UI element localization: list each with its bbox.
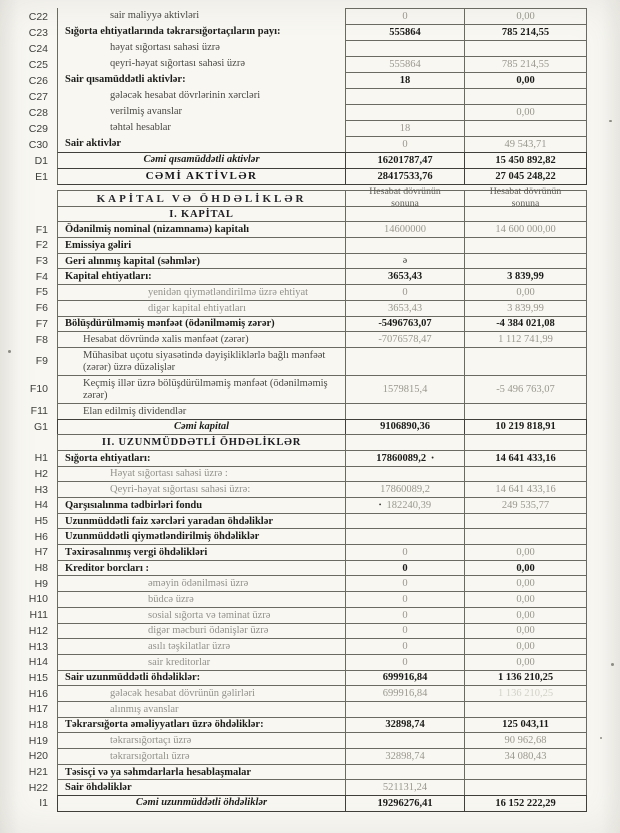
value-previous-period: 0,00 bbox=[465, 284, 587, 301]
table-row bbox=[0, 748, 620, 765]
value-current-period: 0 bbox=[345, 575, 465, 592]
table-row bbox=[0, 497, 620, 514]
row-code: H9 bbox=[34, 577, 48, 590]
row-code: C27 bbox=[28, 90, 48, 103]
value-current-period: 699916,84 bbox=[345, 670, 465, 687]
row-label: Cəmi qısamüddətli aktivlər bbox=[57, 152, 345, 169]
value-previous-period: 0,00 bbox=[465, 104, 587, 121]
value-previous-period bbox=[465, 88, 587, 105]
row-label: verilmiş avanslar bbox=[57, 104, 345, 121]
value-previous-period: 1 136 210,25 bbox=[465, 670, 587, 687]
value-previous-period bbox=[465, 237, 587, 254]
row-label: digər məcburi ödənişlər üzrə bbox=[57, 623, 345, 640]
value-previous-period: 785 214,55 bbox=[465, 24, 587, 41]
value-current-period bbox=[345, 701, 465, 718]
value-current-period: 0 bbox=[345, 136, 465, 153]
liabilities-header-title: KAPİTAL VƏ ÖHDƏLİKLƏR bbox=[57, 190, 345, 207]
table-row bbox=[0, 701, 620, 718]
value-current-period bbox=[345, 403, 465, 420]
value-previous-period bbox=[465, 466, 587, 483]
row-code bbox=[0, 206, 57, 223]
scan-speck bbox=[8, 350, 11, 353]
row-code: H12 bbox=[28, 624, 48, 637]
scan-speck bbox=[611, 663, 614, 666]
table-row bbox=[0, 221, 620, 238]
value-current-period bbox=[345, 88, 465, 105]
row-label: Təsisçi və ya səhmdarlarla hesablaşmalar bbox=[57, 764, 345, 781]
value-current-period bbox=[345, 528, 465, 545]
value-current-period: 0 bbox=[345, 560, 465, 577]
value-previous-period: 1 112 741,99 bbox=[465, 331, 587, 348]
value-previous-period bbox=[465, 347, 587, 376]
value-current-period bbox=[345, 104, 465, 121]
value-previous-period: 34 080,43 bbox=[465, 748, 587, 765]
row-label: təkrarsığortalı üzrə bbox=[57, 748, 345, 765]
table-row bbox=[0, 607, 620, 624]
row-code: H2 bbox=[34, 467, 48, 480]
row-code: H1 bbox=[34, 452, 48, 465]
table-row bbox=[0, 331, 620, 348]
row-code: F11 bbox=[30, 405, 48, 418]
value-current-period: 0 bbox=[345, 8, 465, 25]
row-code: F7 bbox=[35, 317, 48, 330]
value-previous-period: 249 535,77 bbox=[465, 497, 587, 514]
table-row bbox=[0, 40, 620, 57]
value-current-period bbox=[345, 237, 465, 254]
value-previous-period: 10 219 818,91 bbox=[465, 419, 587, 436]
table-row bbox=[0, 795, 620, 812]
row-label: sair kreditorlar bbox=[57, 654, 345, 671]
value-current-period: 0 bbox=[345, 544, 465, 561]
row-label: Sair uzunmüddətli öhdəliklər: bbox=[57, 670, 345, 687]
assets-table-rows bbox=[0, 8, 620, 185]
row-label: Mühasibat uçotu siyasətində dəyişikliklərlə bağlı mənfəət (zərər) üzrə düzəlişlər bbox=[57, 347, 345, 376]
value-previous-period bbox=[465, 764, 587, 781]
table-row bbox=[0, 670, 620, 687]
row-label: Sığorta ehtiyatlarında təkrarsığortaçıların payı: bbox=[57, 24, 345, 41]
value-current-period: 28417533,76 bbox=[345, 168, 465, 185]
table-row bbox=[0, 450, 620, 467]
value-previous-period: 0,00 bbox=[465, 560, 587, 577]
value-current-period: 18 bbox=[345, 72, 465, 89]
value-current-period: 521131,24 bbox=[345, 779, 465, 796]
value-previous-period bbox=[465, 40, 587, 57]
row-code: H16 bbox=[28, 687, 48, 700]
row-label: alınmış avanslar bbox=[57, 701, 345, 718]
row-label: Hesabat dövründə xalis mənfəət (zərər) bbox=[57, 331, 345, 348]
table-row bbox=[0, 375, 620, 404]
row-code: F6 bbox=[35, 302, 48, 315]
row-code: F3 bbox=[35, 255, 48, 268]
table-row bbox=[0, 88, 620, 105]
row-code: E1 bbox=[35, 170, 48, 183]
table-row bbox=[0, 654, 620, 671]
row-label: həyat sığortası sahəsi üzrə bbox=[57, 40, 345, 57]
row-code: C23 bbox=[28, 26, 48, 39]
value-previous-period bbox=[465, 528, 587, 545]
row-label: Bölüşdürülməmiş mənfəət (ödənilməmiş zərər) bbox=[57, 316, 345, 333]
value-current-period: -5496763,07 bbox=[345, 316, 465, 333]
liabilities-table-rows bbox=[0, 206, 620, 812]
value-current-period: 9106890,36 bbox=[345, 419, 465, 436]
row-code: H5 bbox=[34, 515, 48, 528]
table-row bbox=[0, 24, 620, 41]
table-row bbox=[0, 268, 620, 285]
value-previous-period bbox=[465, 701, 587, 718]
row-label: II. UZUNMÜDDƏTLİ ÖHDƏLİKLƏR bbox=[57, 434, 345, 451]
value-current-period: 0 bbox=[345, 638, 465, 655]
row-label: Təxirəsalınmış vergi öhdəlikləri bbox=[57, 544, 345, 561]
row-label: Emissiya gəliri bbox=[57, 237, 345, 254]
row-label: Kreditor borcları : bbox=[57, 560, 345, 577]
value-current-period: 14600000 bbox=[345, 221, 465, 238]
row-label: Təkrarsığorta əməliyyatları üzrə öhdəliklər: bbox=[57, 717, 345, 734]
table-row bbox=[0, 513, 620, 530]
row-label: əməyin ödənilməsi üzrə bbox=[57, 575, 345, 592]
row-code: I1 bbox=[39, 797, 48, 810]
row-code: C22 bbox=[28, 10, 48, 23]
row-label: gələcək hesabat dövrünün gəlirləri bbox=[57, 685, 345, 702]
value-current-period: 0 bbox=[345, 607, 465, 624]
value-current-period: -7076578,47 bbox=[345, 331, 465, 348]
value-previous-period: 90 962,68 bbox=[465, 732, 587, 749]
value-previous-period: 49 543,71 bbox=[465, 136, 587, 153]
row-code: H6 bbox=[34, 530, 48, 543]
row-label: büdcə üzrə bbox=[57, 591, 345, 608]
table-row bbox=[0, 56, 620, 73]
table-row bbox=[0, 168, 620, 185]
value-previous-period: 0,00 bbox=[465, 623, 587, 640]
scan-speck bbox=[600, 737, 602, 739]
table-row bbox=[0, 104, 620, 121]
value-previous-period: 125 043,11 bbox=[465, 717, 587, 734]
table-row bbox=[0, 560, 620, 577]
table-row bbox=[0, 419, 620, 436]
value-current-period: 3653,43 bbox=[345, 268, 465, 285]
value-previous-period: 0,00 bbox=[465, 638, 587, 655]
value-previous-period: 3 839,99 bbox=[465, 300, 587, 317]
table-row bbox=[0, 434, 620, 451]
row-label: təkrarsığortaçı üzrə bbox=[57, 732, 345, 749]
row-code: F5 bbox=[35, 286, 48, 299]
table-row bbox=[0, 638, 620, 655]
row-label: I. KAPİTAL bbox=[57, 206, 345, 223]
value-previous-period: 15 450 892,82 bbox=[465, 152, 587, 169]
row-code: H13 bbox=[28, 640, 48, 653]
row-label: yenidən qiymətləndirilmə üzrə ehtiyat bbox=[57, 284, 345, 301]
table-row bbox=[0, 206, 620, 223]
value-previous-period bbox=[465, 206, 587, 223]
value-current-period bbox=[345, 466, 465, 483]
row-label: Həyat sığortası sahəsi üzrə : bbox=[57, 466, 345, 483]
row-code: H14 bbox=[28, 656, 48, 669]
value-previous-period bbox=[465, 120, 587, 137]
assets-table bbox=[0, 8, 620, 185]
row-label: CƏMİ AKTİVLƏR bbox=[57, 168, 345, 185]
row-code: H3 bbox=[34, 483, 48, 496]
row-code: F2 bbox=[35, 239, 48, 252]
row-label: Keçmiş illər üzrə bölüşdürülməmiş mənfəət (ödənilməmiş zərər) bbox=[57, 375, 345, 404]
value-current-period: 555864 bbox=[345, 24, 465, 41]
column-header-period-2: Hesabat dövrünün sonuna bbox=[465, 190, 587, 207]
row-code: H18 bbox=[28, 718, 48, 731]
capital-liabilities-table bbox=[0, 185, 620, 812]
value-previous-period: 0,00 bbox=[465, 8, 587, 25]
value-current-period bbox=[345, 764, 465, 781]
row-label: Ödənilmiş nominal (nizamnamə) kapitalı bbox=[57, 221, 345, 238]
value-current-period bbox=[345, 40, 465, 57]
row-label: Geri alınmış kapital (səhmlər) bbox=[57, 253, 345, 270]
table-row bbox=[0, 685, 620, 702]
table-row bbox=[0, 237, 620, 254]
value-current-period bbox=[345, 434, 465, 451]
value-previous-period: 0,00 bbox=[465, 607, 587, 624]
value-previous-period: 0,00 bbox=[465, 544, 587, 561]
row-code: H4 bbox=[34, 499, 48, 512]
value-previous-period: 1 136 210,25 bbox=[465, 685, 587, 702]
row-label: Sair qısamüddətli aktivlər: bbox=[57, 72, 345, 89]
table-row bbox=[0, 300, 620, 317]
value-current-period: 19296276,41 bbox=[345, 795, 465, 812]
table-row bbox=[0, 152, 620, 169]
row-label: Kapital ehtiyatları: bbox=[57, 268, 345, 285]
table-row bbox=[0, 403, 620, 420]
value-previous-period: 785 214,55 bbox=[465, 56, 587, 73]
table-row bbox=[0, 481, 620, 498]
row-code: H11 bbox=[29, 609, 48, 622]
row-label: Cəmi kapital bbox=[57, 419, 345, 436]
value-previous-period: -4 384 021,08 bbox=[465, 316, 587, 333]
row-label: Qarşısıalınma tədbirləri fondu bbox=[57, 497, 345, 514]
table-row bbox=[0, 347, 620, 376]
table-row bbox=[0, 544, 620, 561]
table-row bbox=[0, 779, 620, 796]
row-code bbox=[0, 434, 57, 451]
value-previous-period: 0,00 bbox=[465, 654, 587, 671]
value-previous-period: 14 641 433,16 bbox=[465, 481, 587, 498]
value-current-period: 16201787,47 bbox=[345, 152, 465, 169]
value-current-period: 32898,74 bbox=[345, 717, 465, 734]
value-previous-period: 14 641 433,16 bbox=[465, 450, 587, 467]
row-code: D1 bbox=[34, 154, 48, 167]
table-row bbox=[0, 732, 620, 749]
row-code: H7 bbox=[34, 546, 48, 559]
value-current-period: 0 bbox=[345, 591, 465, 608]
header-code-gutter bbox=[0, 190, 57, 207]
column-header-period-1: Hesabat dövrünün sonuna bbox=[345, 190, 465, 207]
row-label: Cəmi uzunmüddətli öhdəliklər bbox=[57, 795, 345, 812]
row-code: C24 bbox=[28, 42, 48, 55]
table-row bbox=[0, 717, 620, 734]
row-code: G1 bbox=[33, 420, 48, 433]
value-current-period: 1579815,4 bbox=[345, 375, 465, 404]
value-previous-period bbox=[465, 403, 587, 420]
table-row bbox=[0, 623, 620, 640]
stray-mark: • bbox=[431, 453, 434, 462]
row-code: F10 bbox=[29, 383, 48, 396]
row-code: C26 bbox=[28, 74, 48, 87]
table-row bbox=[0, 591, 620, 608]
value-previous-period: 3 839,99 bbox=[465, 268, 587, 285]
value-previous-period: 0,00 bbox=[465, 575, 587, 592]
value-previous-period bbox=[465, 253, 587, 270]
value-previous-period: 0,00 bbox=[465, 591, 587, 608]
value-current-period: 18 bbox=[345, 120, 465, 137]
row-code: C29 bbox=[28, 122, 48, 135]
row-code: F8 bbox=[35, 333, 48, 346]
value-current-period: ə bbox=[345, 253, 465, 270]
table-row bbox=[0, 284, 620, 301]
row-label: asılı təşkilatlar üzrə bbox=[57, 638, 345, 655]
value-previous-period: 14 600 000,00 bbox=[465, 221, 587, 238]
table-row bbox=[0, 8, 620, 25]
row-code: H17 bbox=[28, 703, 48, 716]
row-label: Sair aktivlər bbox=[57, 136, 345, 153]
row-code: C30 bbox=[28, 138, 48, 151]
value-current-period: 555864 bbox=[345, 56, 465, 73]
row-code: H15 bbox=[28, 671, 48, 684]
row-label: Elan edilmiş dividendlər bbox=[57, 403, 345, 420]
value-previous-period: 0,00 bbox=[465, 72, 587, 89]
value-current-period: • 182240,39 bbox=[345, 497, 465, 514]
stray-mark: • bbox=[378, 500, 382, 509]
table-row bbox=[0, 136, 620, 153]
row-label: sosial sığorta və təminat üzrə bbox=[57, 607, 345, 624]
row-code: F9 bbox=[35, 355, 48, 368]
row-label: təhtəl hesablar bbox=[57, 120, 345, 137]
row-label: Sığorta ehtiyatları: bbox=[57, 450, 345, 467]
table-row bbox=[0, 120, 620, 137]
row-code: C28 bbox=[28, 106, 48, 119]
row-label: digər kapital ehtiyatları bbox=[57, 300, 345, 317]
row-label: Uzunmüddətli faiz xərcləri yaradan öhdəliklər bbox=[57, 513, 345, 530]
scan-speck bbox=[609, 120, 612, 122]
row-code: F4 bbox=[35, 270, 48, 283]
table-row bbox=[0, 316, 620, 333]
value-current-period: 3653,43 bbox=[345, 300, 465, 317]
value-current-period: 699916,84 bbox=[345, 685, 465, 702]
value-current-period bbox=[345, 732, 465, 749]
table-row bbox=[0, 764, 620, 781]
value-previous-period bbox=[465, 513, 587, 530]
row-label: gələcək hesabat dövrlərinin xərcləri bbox=[57, 88, 345, 105]
value-current-period: 17860089,2 • bbox=[345, 450, 465, 467]
value-current-period: 17860089,2 bbox=[345, 481, 465, 498]
row-code: H10 bbox=[28, 593, 48, 606]
value-previous-period bbox=[465, 434, 587, 451]
value-previous-period: 27 045 248,22 bbox=[465, 168, 587, 185]
value-current-period: 32898,74 bbox=[345, 748, 465, 765]
value-current-period: 0 bbox=[345, 654, 465, 671]
row-label: qeyri-həyat sığortası sahəsi üzrə bbox=[57, 56, 345, 73]
row-label: sair maliyyə aktivləri bbox=[57, 8, 345, 25]
liabilities-table-header-row bbox=[0, 185, 620, 210]
row-label: Uzunmüddətli qiymətləndirilmiş öhdəliklər bbox=[57, 528, 345, 545]
value-current-period bbox=[345, 206, 465, 223]
value-previous-period bbox=[465, 779, 587, 796]
row-code: H22 bbox=[28, 781, 48, 794]
row-code: C25 bbox=[28, 58, 48, 71]
row-code: F1 bbox=[35, 223, 48, 236]
table-row bbox=[0, 575, 620, 592]
table-row bbox=[0, 253, 620, 270]
value-current-period: 0 bbox=[345, 623, 465, 640]
row-code: H19 bbox=[28, 734, 48, 747]
table-row bbox=[0, 466, 620, 483]
row-code: H8 bbox=[34, 562, 48, 575]
value-current-period bbox=[345, 513, 465, 530]
table-row bbox=[0, 528, 620, 545]
table-row bbox=[0, 72, 620, 89]
row-code: H20 bbox=[28, 750, 48, 763]
row-code: H21 bbox=[28, 766, 48, 779]
row-label: Qeyri-həyat sığortası sahəsi üzrə: bbox=[57, 481, 345, 498]
value-previous-period: 16 152 222,29 bbox=[465, 795, 587, 812]
row-label: Sair öhdəliklər bbox=[57, 779, 345, 796]
value-previous-period: -5 496 763,07 bbox=[465, 375, 587, 404]
value-current-period: 0 bbox=[345, 284, 465, 301]
value-current-period bbox=[345, 347, 465, 376]
